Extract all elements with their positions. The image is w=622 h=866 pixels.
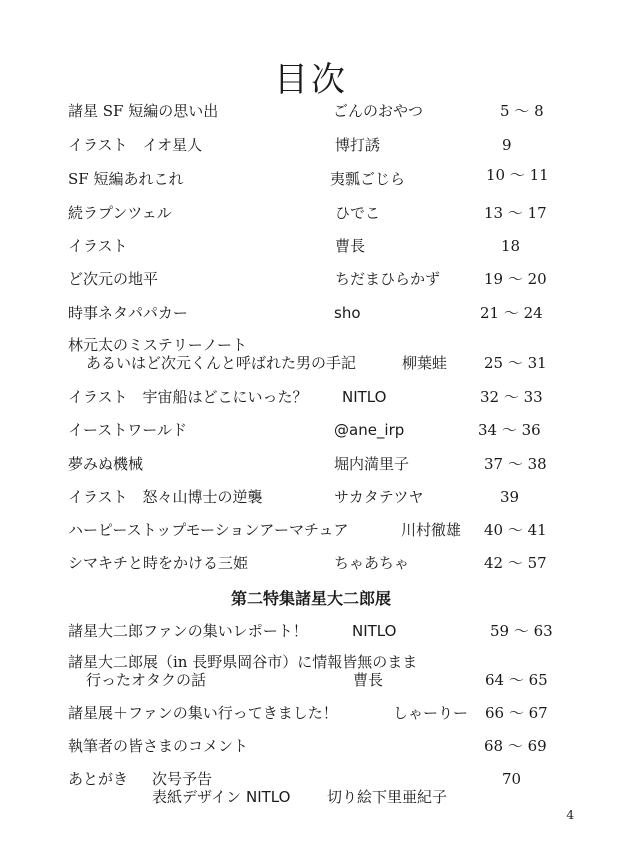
entry-subtitle: あるいはど次元くんと呼ばれた男の手記	[86, 354, 357, 372]
entry-pages: 64 ～ 65	[485, 671, 548, 689]
entry-pages: 13 ～ 17	[484, 204, 547, 222]
entry-title: ハーピーストップモーションアーマチュア	[68, 521, 349, 539]
entry-pages: 9	[502, 136, 512, 154]
entry-author: ちゃあちゃ	[334, 554, 410, 572]
entry-pages: 32 ～ 33	[480, 388, 543, 406]
entry-title: 諸星展＋ファンの集い行ってきました！	[68, 704, 338, 722]
entry-pages: 68 ～ 69	[484, 737, 547, 755]
entry-pages: 10 ～ 11	[486, 166, 549, 184]
entry-title: ど次元の地平	[68, 270, 159, 288]
entry-title: イラスト 怒々山博士の逆襲	[68, 488, 263, 506]
entry-author: NITLO	[352, 622, 397, 640]
cover-author: NITLO	[246, 788, 291, 806]
cutout-author: 下里亜紀子	[372, 788, 448, 806]
entry-title: シマキチと時をかける三姫	[68, 554, 249, 572]
entry-title: 林元太のミステリーノート	[68, 336, 247, 354]
entry-title: 諸星 SF 短編の思い出	[68, 102, 219, 120]
entry-pages: 59 ～ 63	[490, 622, 553, 640]
entry-title: 続ラプンツェル	[68, 204, 172, 222]
entry-title: 夢みぬ機械	[68, 455, 144, 473]
entry-title: 執筆者の皆さまのコメント	[68, 737, 249, 755]
entry-author: 堀内満里子	[334, 455, 410, 473]
cutout-label: 切り絵	[327, 788, 373, 806]
entry-title: イラスト	[68, 237, 128, 255]
entry-author: ちだまひらかず	[335, 270, 441, 288]
entry-pages: 21 ～ 24	[480, 304, 543, 322]
entry-author: 柳葉蛙	[402, 354, 448, 372]
entry-pages: 70	[502, 770, 522, 788]
entry-pages: 19 ～ 20	[484, 270, 547, 288]
entry-author: ひでこ	[335, 204, 381, 222]
entry-title: イラスト イオ星人	[68, 136, 203, 154]
entry-subtitle: 行ったオタクの話	[86, 671, 207, 689]
next-issue-label: 次号予告	[152, 770, 213, 788]
entry-author: @ane_irp	[334, 421, 405, 439]
entry-pages: 42 ～ 57	[484, 554, 547, 572]
entry-author: しゃーりー	[393, 704, 469, 722]
entry-pages: 25 ～ 31	[484, 354, 547, 372]
entry-author: sho	[334, 304, 361, 322]
cover-label: 表紙デザイン	[152, 788, 241, 806]
entry-author: 博打誘	[335, 136, 381, 154]
entry-title: 諸星大二郎ファンの集いレポート！	[68, 622, 308, 640]
entry-author: ごんのおやつ	[333, 102, 424, 120]
entry-pages: 34 ～ 36	[478, 421, 541, 439]
entry-author: 夷瓢ごじら	[330, 170, 406, 188]
entry-title: イーストワールド	[68, 421, 187, 439]
entry-author: 曹長	[353, 671, 384, 689]
entry-pages: 40 ～ 41	[484, 521, 547, 539]
afterword-title: あとがき	[68, 770, 129, 788]
entry-author: サカタテツヤ	[334, 488, 424, 506]
entry-author: 曹長	[335, 237, 366, 255]
entry-title: 諸星大二郎展（in 長野県岡谷市）に情報皆無のまま	[68, 653, 418, 671]
entry-title: SF 短編あれこれ	[68, 170, 184, 188]
entry-title: イラスト 宇宙船はどこにいった？	[68, 388, 308, 406]
entry-author: 川村徹雄	[401, 521, 462, 539]
entry-author: NITLO	[342, 388, 387, 406]
entry-pages: 37 ～ 38	[484, 455, 547, 473]
entry-pages: 18	[501, 237, 521, 255]
entry-pages: 5 ～ 8	[500, 102, 544, 120]
entry-title: 時事ネタパパカー	[68, 304, 188, 322]
section-heading: 第二特集諸星大二郎展	[230, 589, 391, 608]
entry-pages: 39	[500, 488, 520, 506]
page-title: 目次	[274, 60, 348, 100]
entry-pages: 66 ～ 67	[485, 704, 548, 722]
page-number: 4	[566, 808, 574, 822]
